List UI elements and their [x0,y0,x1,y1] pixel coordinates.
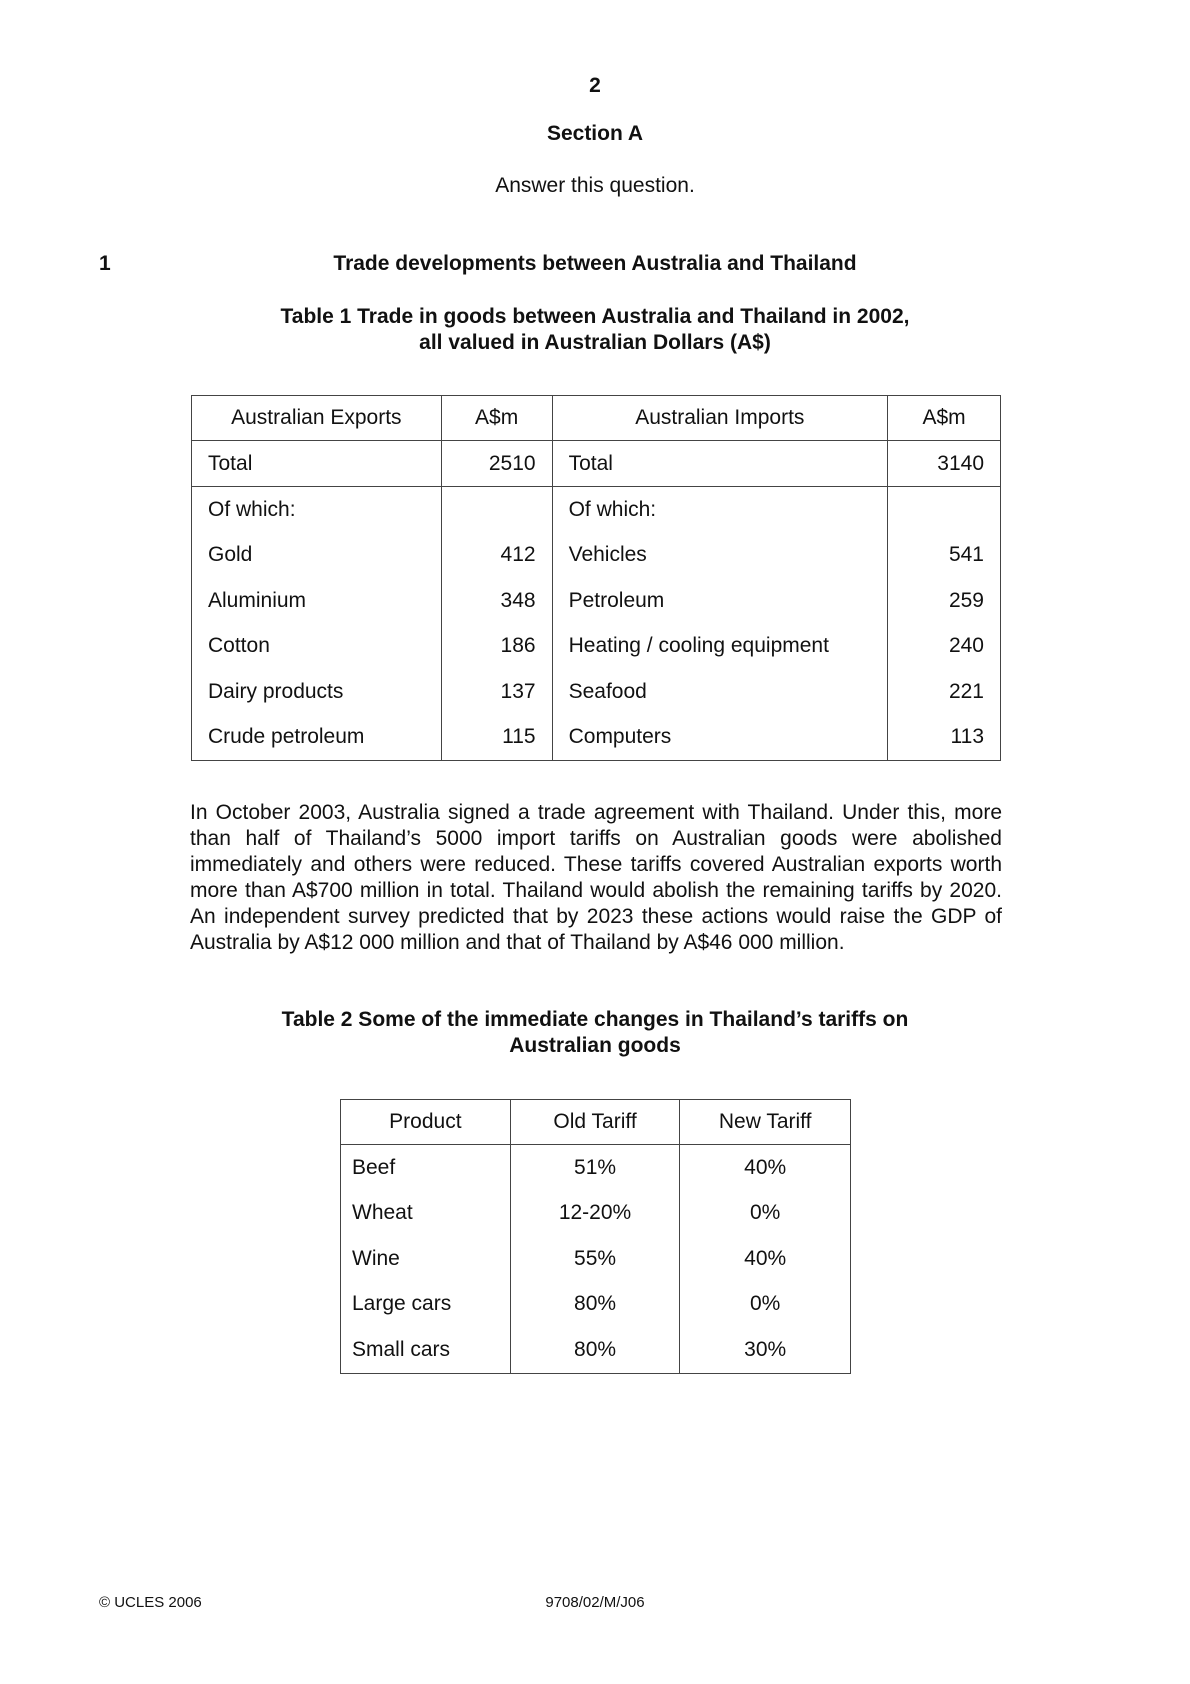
export-of-which-label: Of which: [192,487,442,533]
export-item: Cotton [192,624,442,670]
table-row [341,1191,851,1237]
table2-caption-line2: Australian goods [509,1034,681,1057]
trade-goods-table [191,395,1001,761]
total-row [192,441,1001,487]
old-tariff: 80% [510,1327,680,1373]
table1-caption-line1: Table 1 Trade in goods between Australia and Thailand in 2002, [280,305,910,328]
table1-caption [0,304,1190,356]
import-of-which-label: Of which: [552,487,887,533]
tariff-changes-table [340,1099,851,1374]
import-value: 240 [888,624,1001,670]
table-row [192,715,1001,761]
product-name: Wheat [341,1191,511,1237]
section-title: Section A [546,122,644,145]
product-name: Large cars [341,1282,511,1328]
product-name: Small cars [341,1327,511,1373]
export-total-label: Total [192,441,442,487]
table2-caption [0,1007,1190,1059]
header-imports-value: A$m [888,396,1001,441]
table-row [192,624,1001,670]
export-item: Aluminium [192,578,442,624]
instruction-text: Answer this question. [495,174,695,197]
of-which-row [192,487,1001,533]
question-title: Trade developments between Australia and Thailand [333,252,857,275]
import-value: 221 [888,669,1001,715]
import-item: Seafood [552,669,887,715]
export-value: 348 [441,578,552,624]
header-new-tariff: New Tariff [680,1100,851,1145]
export-item: Crude petroleum [192,715,442,761]
product-name: Wine [341,1236,511,1282]
footer-paper-code: 9708/02/M/J06 [545,1594,645,1611]
table-row [341,1282,851,1328]
export-item: Gold [192,533,442,579]
old-tariff: 51% [510,1145,680,1191]
page-number: 2 [589,74,601,97]
new-tariff: 40% [680,1236,851,1282]
table-row [341,1236,851,1282]
export-total-value: 2510 [441,441,552,487]
import-item: Petroleum [552,578,887,624]
import-total-label: Total [552,441,887,487]
export-item: Dairy products [192,669,442,715]
export-value: 137 [441,669,552,715]
table-row [192,669,1001,715]
table-row [341,1145,851,1191]
import-total-value: 3140 [888,441,1001,487]
new-tariff: 0% [680,1282,851,1328]
body-paragraph: In October 2003, Australia signed a trade agreement with Thailand. Under this, more than half of Thailand’s 5000 import tariffs on Australian goods were abolished immediately and others were reduced. These tariffs covered Australian exports worth more than A$700 million in total. Thailand would abolish the remaining tariffs by 2020. An independent survey predicted that by 2023 these actions would raise the GDP of Australia by A$12 000 million and that of Thailand by A$46 000 million. [190,801,1002,954]
table-header-row [341,1100,851,1145]
table-row [192,578,1001,624]
table-row [341,1327,851,1373]
old-tariff: 12-20% [510,1191,680,1237]
header-australian-exports: Australian Exports [192,396,442,441]
product-name: Beef [341,1145,511,1191]
import-value: 259 [888,578,1001,624]
import-value: 541 [888,533,1001,579]
new-tariff: 30% [680,1327,851,1373]
header-australian-imports: Australian Imports [552,396,887,441]
import-value: 113 [888,715,1001,761]
new-tariff: 40% [680,1145,851,1191]
header-product: Product [341,1100,511,1145]
import-item: Computers [552,715,887,761]
header-old-tariff: Old Tariff [510,1100,680,1145]
export-value: 186 [441,624,552,670]
import-item: Vehicles [552,533,887,579]
footer-copyright: © UCLES 2006 [99,1594,202,1611]
question-number: 1 [99,252,111,275]
old-tariff: 55% [510,1236,680,1282]
old-tariff: 80% [510,1282,680,1328]
table1-caption-line2: all valued in Australian Dollars (A$) [419,331,771,354]
new-tariff: 0% [680,1191,851,1237]
table-row [192,533,1001,579]
table-header-row [192,396,1001,441]
header-exports-value: A$m [441,396,552,441]
import-item: Heating / cooling equipment [552,624,887,670]
table2-caption-line1: Table 2 Some of the immediate changes in Thailand’s tariffs on [281,1008,909,1031]
export-value: 115 [441,715,552,761]
export-value: 412 [441,533,552,579]
